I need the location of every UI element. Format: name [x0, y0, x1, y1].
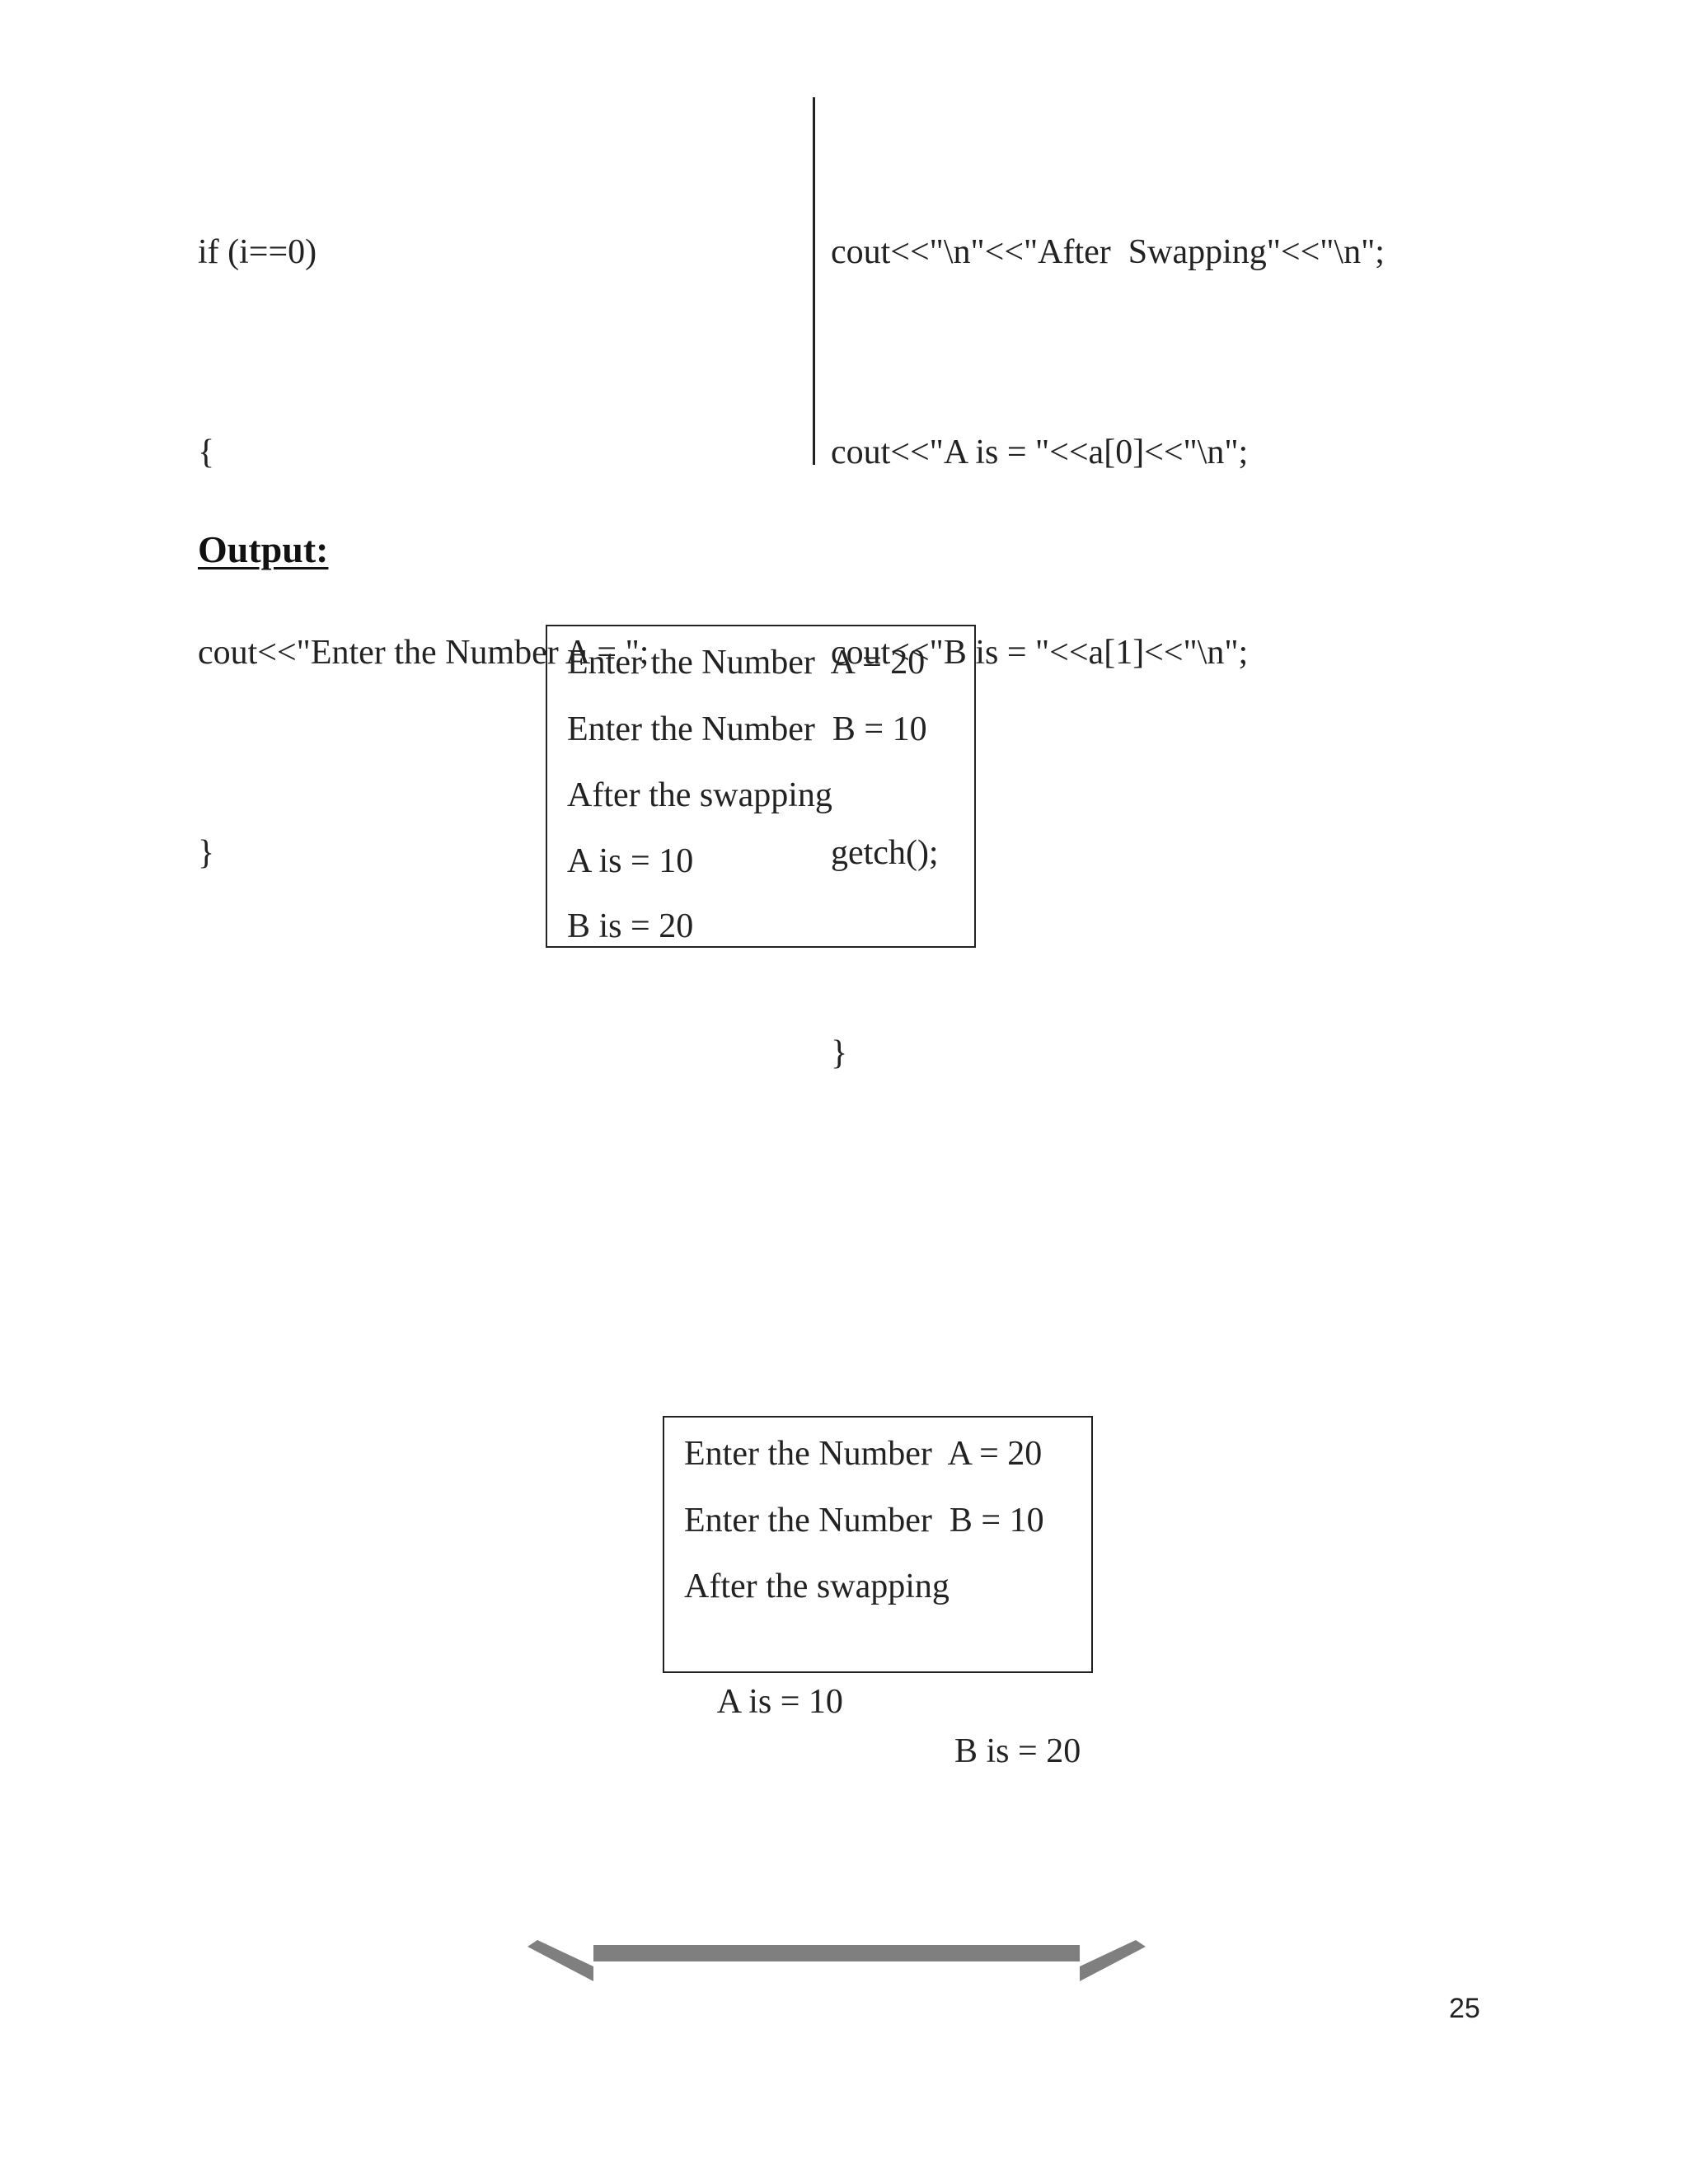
output-box-1 [546, 625, 976, 948]
footer-decoration [528, 1933, 1146, 1983]
code-line: } [198, 834, 215, 872]
output-line-pair [684, 1628, 1081, 1770]
output-line: Enter the Number A = 20 [684, 1435, 1043, 1473]
code-line: getch(); [831, 834, 939, 872]
code-line: cout<<"B is = "<<a[1]<<"\n"; [831, 634, 1249, 672]
code-line: { [198, 434, 215, 471]
code-line: cout<<"A is = "<<a[0]<<"\n"; [831, 434, 1249, 471]
column-divider [813, 97, 815, 465]
output-line: B is = 20 [567, 907, 694, 945]
code-line: cout<<"\n"<<"After Swapping"<<"\n"; [831, 233, 1385, 271]
output-line: Enter the Number A = 20 [567, 644, 926, 682]
output-heading: Output: [198, 528, 329, 570]
code-line: if (i==0) [198, 233, 317, 271]
output-line: After the swapping [684, 1568, 950, 1605]
output-line: A is = 10 [567, 842, 694, 880]
code-line: cout<<"Enter the Number A = "; [198, 634, 649, 672]
output-line: Enter the Number B = 10 [684, 1502, 1044, 1540]
output-value-a: A is = 10 [716, 1683, 843, 1721]
code-line: } [831, 1034, 848, 1072]
footer-left-wing [528, 1940, 593, 1981]
output-box-2 [663, 1416, 1093, 1770]
output-line: After the swapping [567, 776, 832, 814]
output-line: Enter the Number B = 10 [567, 710, 927, 748]
footer-bar [593, 1945, 1080, 1961]
output-value-b: B is = 20 [954, 1732, 1081, 1770]
code-column-right [831, 86, 1385, 1154]
footer-right-wing [1080, 1940, 1146, 1981]
page-number: 25 [1449, 1993, 1480, 2024]
